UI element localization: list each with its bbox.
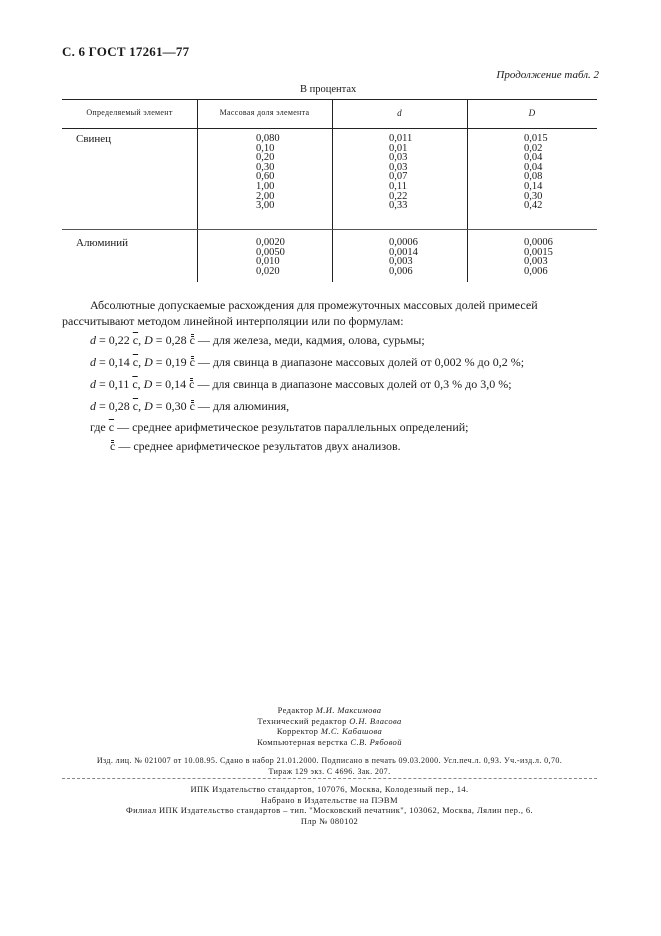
table-cell: 0,020 <box>256 265 280 277</box>
publisher-line: Набрано в Издательстве на ПЭВМ <box>261 794 398 805</box>
table-cell: 0,33 <box>389 200 408 212</box>
table-cell: 0,03 <box>389 152 408 164</box>
formula-lead-high <box>90 377 512 392</box>
coef-d: 0,28 <box>108 399 130 413</box>
credit-line <box>62 726 597 737</box>
units-label: В процентах <box>300 84 357 95</box>
c-bar: $\overline{c}$ <box>132 355 139 369</box>
imprint-credits <box>62 705 597 747</box>
table-cell: 0,04 <box>524 152 543 164</box>
equals: = <box>99 399 106 413</box>
var-D: D <box>144 399 153 413</box>
col-header-d: d <box>397 108 402 118</box>
details-line: Изд. лиц. № 021007 от 10.08.95. Сдано в набор 21.01.2000. Подписано в печать 09.03.2000. Усл.печ.л. 0,93. Уч.-изд.л. 0,70. <box>96 756 563 765</box>
D-column-aluminium <box>524 238 553 276</box>
table-cell: 0,08 <box>524 171 543 183</box>
col-header-D: D <box>528 108 536 118</box>
table-cell: 3,00 <box>256 200 275 212</box>
coef-d: 0,14 <box>108 355 130 369</box>
table-cell: 0,0020 <box>256 237 285 248</box>
table-cell: 0,04 <box>524 161 543 173</box>
table-cell: 0,0006 <box>524 237 553 248</box>
table-col-divider <box>197 99 198 282</box>
imprint-publisher <box>62 784 597 826</box>
table-cell: 0,10 <box>256 142 275 154</box>
comma: , <box>137 377 141 391</box>
equals: = <box>99 333 106 347</box>
table-cell: 0,30 <box>256 161 275 173</box>
table-cell: 0,42 <box>524 200 543 212</box>
imprint-divider <box>62 778 597 779</box>
c-bar: $\overline{c}$ <box>108 420 115 434</box>
credit-line <box>62 705 597 716</box>
mass-column-lead <box>256 134 280 211</box>
c-bar: $\overline{c}$ <box>132 377 138 391</box>
where-prefix: где <box>90 420 106 434</box>
table-cell: 0,0014 <box>389 246 418 258</box>
var-d: d <box>90 399 96 413</box>
c-double-bar: c <box>189 333 195 347</box>
table-col-divider <box>332 99 333 282</box>
formula-lead-low <box>90 355 524 370</box>
credit-line <box>62 737 597 748</box>
where-desc-1: — среднее арифметическое результатов параллельных определений; <box>117 420 469 434</box>
formula-desc: — для свинца в диапазоне массовых долей от 0,002 % до 0,2 %; <box>197 355 525 369</box>
where-line-1 <box>90 420 469 435</box>
publisher-line: Филиал ИПК Издательство стандартов – тип. "Московский печатник", 103062, Москва, Лялин пер., 6. <box>125 805 534 815</box>
table-cell: 0,30 <box>524 190 543 202</box>
table-cell: 0,02 <box>524 142 543 154</box>
table-cell: 0,0050 <box>256 246 285 258</box>
table-cell: 0,006 <box>389 265 413 277</box>
equals: = <box>99 355 106 369</box>
comma: , <box>138 399 142 413</box>
page-header: С. 6 ГОСТ 17261—77 <box>62 44 190 59</box>
coef-D: 0,30 <box>165 399 187 413</box>
credit-name: С.В. Рябовой <box>350 736 402 747</box>
c-bar: $\overline{c}$ <box>132 399 139 413</box>
var-D: D <box>144 333 153 347</box>
credit-label: Компьютерная верстка <box>257 736 348 747</box>
d-column-lead <box>389 134 412 211</box>
var-d: d <box>90 333 96 347</box>
coef-d: 0,22 <box>108 333 130 347</box>
equals: = <box>155 399 163 413</box>
table-cell: 0,22 <box>389 190 408 202</box>
table-continuation: Продолжение табл. 2 <box>496 69 599 81</box>
coef-D: 0,28 <box>165 333 187 347</box>
table-cell: 0,0015 <box>524 246 553 258</box>
c-double-bar: c <box>189 377 195 391</box>
equals: = <box>155 377 163 391</box>
var-D: D <box>143 377 153 391</box>
equals: = <box>155 333 163 347</box>
details-line: Тираж 129 экз. С 4696. Зак. 207. <box>268 766 391 776</box>
table-cell: 0,20 <box>256 152 275 164</box>
table-cell: 0,60 <box>256 171 275 183</box>
table-col-divider <box>467 99 468 282</box>
credit-name: М.С. Кабашова <box>320 726 383 736</box>
c-double-bar: c <box>189 355 195 369</box>
table-cell: 0,14 <box>524 180 543 192</box>
var-d: d <box>90 355 96 369</box>
table-cell: 0,003 <box>524 256 548 268</box>
table-cell: 2,00 <box>256 190 275 202</box>
table-cell: 1,00 <box>256 180 275 192</box>
table-header-rule <box>62 128 597 129</box>
publisher-line: ИПК Издательство стандартов, 107076, Москва, Колодезный пер., 14. <box>190 784 469 794</box>
imprint-details <box>62 756 597 777</box>
mass-column-aluminium <box>256 238 285 276</box>
c-double-bar: c <box>189 399 195 413</box>
comma: , <box>138 333 142 347</box>
var-d: d <box>90 377 96 391</box>
D-column-lead <box>524 134 548 211</box>
formula-aluminium <box>90 399 289 414</box>
col-header-element: Определяемый элемент <box>86 108 173 117</box>
credit-label: Корректор <box>276 726 319 736</box>
table-cell: 0,03 <box>389 161 408 173</box>
intro-paragraph: Абсолютные допускаемые расхождения для промежуточных массовых долей примесей рассчитывают методом линейной интерполяции или по формулам: <box>62 298 538 328</box>
table-cell: 0,080 <box>256 133 280 144</box>
credit-name: М.И. Максимова <box>315 705 382 715</box>
comma: , <box>138 355 142 369</box>
formula-desc: — для железа, меди, кадмия, олова, сурьмы; <box>197 333 425 347</box>
equals: = <box>99 377 106 391</box>
formula-desc: — для алюминия, <box>197 399 290 413</box>
element-lead: Свинец <box>76 133 112 145</box>
col-header-mass: Массовая доля элемента <box>219 108 310 117</box>
table-cell: 0,015 <box>524 133 548 144</box>
element-aluminium: Алюминий <box>76 237 129 249</box>
table-cell: 0,07 <box>389 171 408 183</box>
where-desc-2: — среднее арифметическое результатов двух анализов. <box>118 439 401 453</box>
c-double-bar: c <box>110 439 116 453</box>
credit-label: Редактор <box>277 705 314 715</box>
coef-D: 0,14 <box>165 377 187 391</box>
table-cell: 0,006 <box>524 265 548 277</box>
table-cell: 0,010 <box>256 256 280 268</box>
where-line-2 <box>110 439 401 454</box>
table-cell: 0,003 <box>389 256 413 268</box>
credit-name: О.Н. Власова <box>349 715 402 726</box>
publisher-line: Плр № 080102 <box>300 815 359 826</box>
table-group-rule <box>62 229 597 230</box>
var-D: D <box>144 355 153 369</box>
coef-D: 0,19 <box>165 355 187 369</box>
formula-iron <box>90 333 425 348</box>
table-cell: 0,011 <box>389 133 413 144</box>
table-cell: 0,11 <box>389 180 407 192</box>
credit-label: Технический редактор <box>257 715 347 726</box>
d-column-aluminium <box>389 238 418 276</box>
table-top-rule <box>62 99 597 100</box>
table-cell: 0,0006 <box>389 237 418 248</box>
c-bar: $\overline{c}$ <box>132 333 139 347</box>
credit-line <box>62 716 597 727</box>
equals: = <box>155 355 163 369</box>
table-cell: 0,01 <box>389 142 408 154</box>
formula-desc: — для свинца в диапазоне массовых долей от 0,3 % до 3,0 %; <box>197 377 512 391</box>
coef-d: 0,11 <box>108 377 130 391</box>
